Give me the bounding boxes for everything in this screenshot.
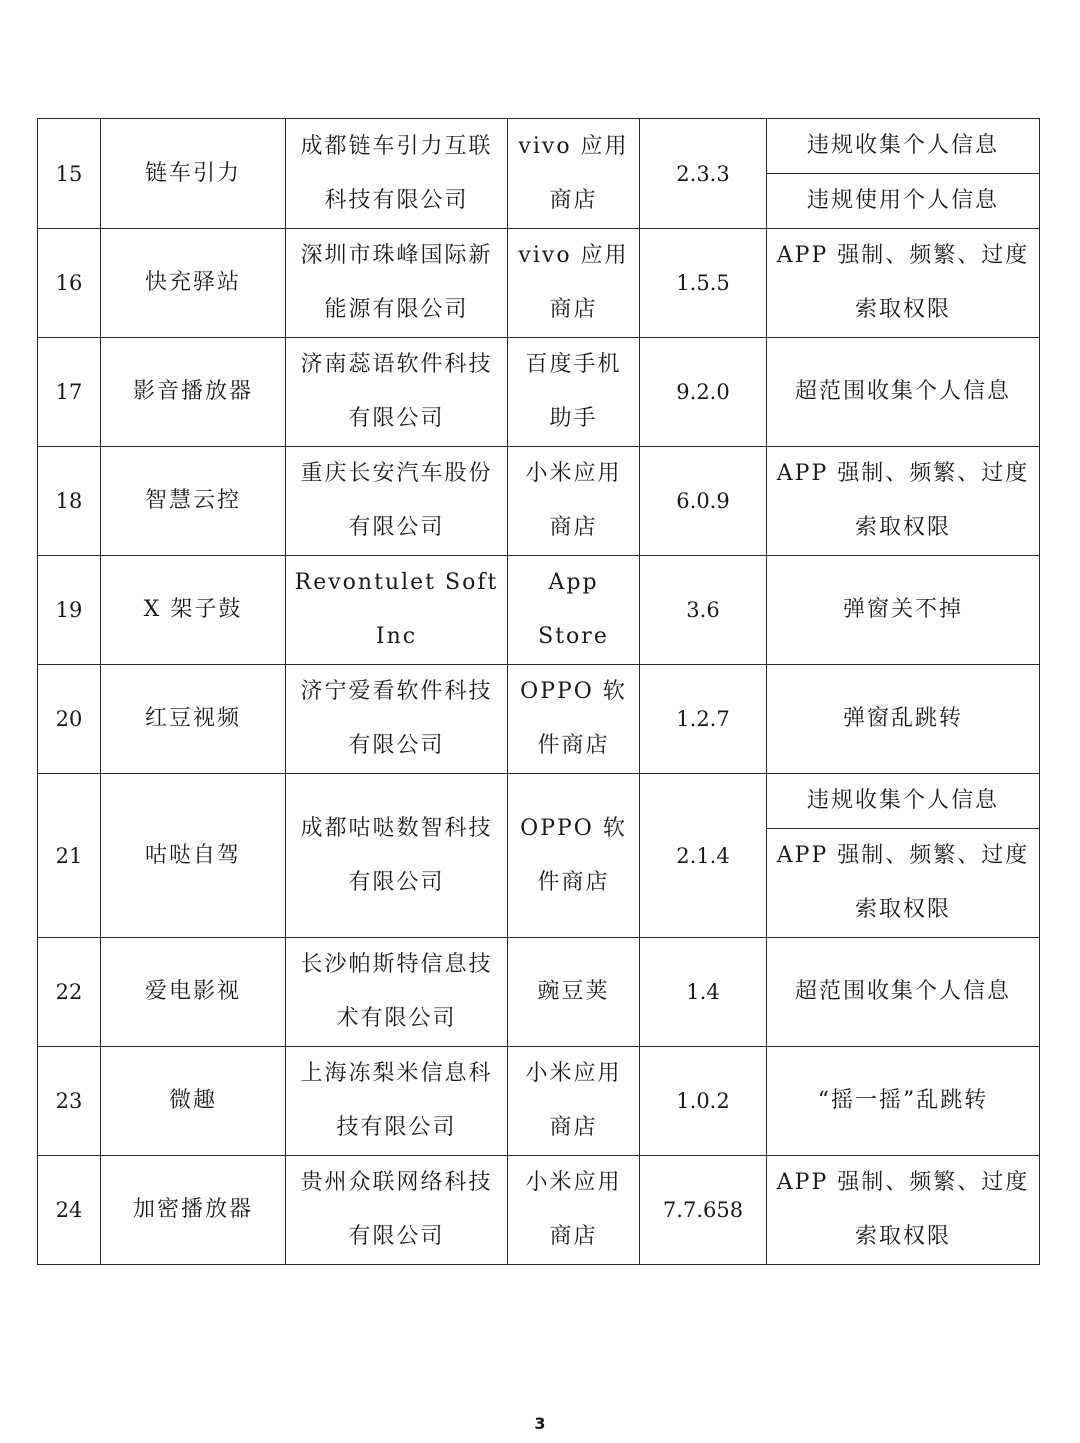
- company-name: [286, 938, 508, 1047]
- app-name: [101, 774, 286, 938]
- company-name: [286, 1156, 508, 1265]
- violation-issue-text: 超范围收集个人信息: [794, 379, 1011, 404]
- app-store: [508, 556, 640, 665]
- app-name-text: 影音播放器: [132, 379, 253, 404]
- app-name-text: 爱电影视: [144, 979, 241, 1004]
- violation-issue-text: 违规收集个人信息: [806, 133, 999, 158]
- app-version: [640, 1047, 767, 1156]
- row-number-text: 18: [55, 489, 83, 513]
- app-store: [508, 119, 640, 229]
- row-number: [38, 447, 101, 556]
- violation-issue-text: 弹窗乱跳转: [842, 706, 963, 731]
- app-version-text: 1.5.5: [676, 271, 730, 295]
- company-name-text: 贵州众联网络科技有限公司: [300, 1170, 493, 1249]
- violation-issue: [767, 829, 1040, 938]
- company-name: [286, 665, 508, 774]
- app-version-text: 1.4: [686, 980, 720, 1004]
- app-version-text: 6.0.9: [676, 489, 730, 513]
- violation-issue: [767, 556, 1040, 665]
- app-version-text: 2.3.3: [676, 161, 730, 186]
- violation-issue-text: 弹窗关不掉: [842, 597, 963, 622]
- app-name: [101, 556, 286, 665]
- app-name-text: 咕哒自驾: [144, 842, 241, 868]
- app-name: [101, 338, 286, 447]
- row-number-text: 16: [55, 271, 83, 295]
- violation-issue: [767, 774, 1040, 829]
- table-row: [38, 229, 1040, 338]
- app-store: [508, 447, 640, 556]
- violation-issue-text: APP 强制、频繁、过度索取权限: [776, 843, 1030, 922]
- app-store-text: 小米应用商店: [525, 1170, 622, 1249]
- app-store-text: 百度手机助手: [525, 352, 622, 431]
- app-version: [640, 229, 767, 338]
- app-store-text: vivo 应用商店: [518, 133, 629, 213]
- violation-issue-text: 超范围收集个人信息: [794, 979, 1011, 1004]
- app-version: [640, 938, 767, 1047]
- app-store: [508, 665, 640, 774]
- app-version-text: 7.7.658: [662, 1198, 744, 1222]
- app-name: [101, 119, 286, 229]
- app-version: [640, 556, 767, 665]
- violation-issue: [767, 174, 1040, 229]
- app-name: [101, 1156, 286, 1265]
- row-number: [38, 774, 101, 938]
- violation-issue: [767, 665, 1040, 774]
- app-store: [508, 1047, 640, 1156]
- violation-issue-text: APP 强制、频繁、过度索取权限: [776, 243, 1030, 322]
- row-number: [38, 938, 101, 1047]
- app-name-text: 微趣: [168, 1088, 217, 1113]
- violation-issue-text: 违规收集个人信息: [806, 788, 999, 813]
- app-name-text: 智慧云控: [144, 488, 241, 513]
- violation-issue-text: APP 强制、频繁、过度索取权限: [776, 1170, 1030, 1249]
- app-store: [508, 938, 640, 1047]
- page-number: 3: [534, 1414, 546, 1433]
- company-name: [286, 1047, 508, 1156]
- app-store-text: vivo 应用商店: [518, 243, 629, 322]
- table-row: [38, 1047, 1040, 1156]
- app-store-text: OPPO 软件商店: [520, 679, 627, 758]
- row-number-text: 24: [55, 1198, 83, 1222]
- app-version: [640, 338, 767, 447]
- company-name-text: 长沙帕斯特信息技术有限公司: [300, 952, 493, 1031]
- app-version-text: 1.2.7: [676, 707, 730, 731]
- table-body: [38, 119, 1040, 1265]
- app-name: [101, 1047, 286, 1156]
- app-name: [101, 447, 286, 556]
- company-name-text: 济南蕊语软件科技有限公司: [300, 352, 493, 431]
- table-row: [38, 447, 1040, 556]
- app-name-text: 快充驿站: [144, 270, 241, 295]
- company-name: [286, 338, 508, 447]
- company-name: [286, 556, 508, 665]
- app-name-text: 红豆视频: [144, 706, 241, 731]
- app-name-text: 加密播放器: [132, 1197, 253, 1222]
- app-store-text: App Store: [538, 570, 609, 649]
- company-name-text: Revontulet Soft Inc: [294, 570, 499, 649]
- row-number-text: 20: [55, 707, 83, 731]
- row-number: [38, 229, 101, 338]
- company-name-text: 重庆长安汽车股份有限公司: [300, 461, 493, 540]
- violation-issue: [767, 1156, 1040, 1265]
- company-name: [286, 119, 508, 229]
- company-name: [286, 774, 508, 938]
- violation-issue: [767, 1047, 1040, 1156]
- row-number: [38, 119, 101, 229]
- violation-issue: [767, 938, 1040, 1047]
- app-version: [640, 665, 767, 774]
- row-number-text: 23: [55, 1089, 83, 1113]
- row-number-text: 19: [55, 598, 83, 622]
- row-number: [38, 338, 101, 447]
- app-store: [508, 774, 640, 938]
- violation-issue-text: APP 强制、频繁、过度索取权限: [776, 461, 1030, 540]
- company-name: [286, 447, 508, 556]
- table-row: [38, 119, 1040, 174]
- table-row: [38, 338, 1040, 447]
- company-name-text: 深圳市珠峰国际新能源有限公司: [300, 243, 493, 322]
- violation-issue: [767, 447, 1040, 556]
- company-name: [286, 229, 508, 338]
- row-number: [38, 665, 101, 774]
- app-store: [508, 229, 640, 338]
- app-version: [640, 447, 767, 556]
- table-row: [38, 1156, 1040, 1265]
- app-name-text: 链车引力: [144, 160, 241, 186]
- app-store-text: 豌豆荚: [537, 979, 610, 1004]
- app-version-text: 2.1.4: [676, 843, 730, 868]
- app-name-text: X 架子鼓: [143, 597, 243, 622]
- app-version: [640, 119, 767, 229]
- app-name: [101, 665, 286, 774]
- row-number-text: 15: [55, 161, 83, 186]
- app-store-text: OPPO 软件商店: [520, 815, 627, 895]
- app-name: [101, 229, 286, 338]
- app-version-text: 1.0.2: [676, 1089, 730, 1113]
- app-name: [101, 938, 286, 1047]
- app-violation-table: [37, 118, 1040, 1265]
- row-number: [38, 1156, 101, 1265]
- violation-issue-text: 违规使用个人信息: [806, 188, 999, 213]
- company-name-text: 成都咕哒数智科技有限公司: [300, 815, 493, 895]
- row-number-text: 21: [55, 843, 83, 868]
- table-row: [38, 556, 1040, 665]
- row-number-text: 22: [55, 980, 83, 1004]
- app-store: [508, 338, 640, 447]
- table-row: [38, 665, 1040, 774]
- company-name-text: 上海冻梨米信息科技有限公司: [300, 1061, 493, 1140]
- company-name-text: 济宁爱看软件科技有限公司: [300, 679, 493, 758]
- table-row: [38, 938, 1040, 1047]
- table-row: [38, 774, 1040, 829]
- row-number: [38, 556, 101, 665]
- violation-issue-text: “摇一摇”乱跳转: [817, 1088, 989, 1113]
- app-version: [640, 1156, 767, 1265]
- app-version: [640, 774, 767, 938]
- app-store: [508, 1156, 640, 1265]
- app-store-text: 小米应用商店: [525, 1061, 622, 1140]
- violation-issue: [767, 229, 1040, 338]
- app-store-text: 小米应用商店: [525, 461, 622, 540]
- app-version-text: 3.6: [686, 598, 720, 622]
- violation-issue: [767, 338, 1040, 447]
- app-version-text: 9.2.0: [676, 380, 730, 404]
- row-number: [38, 1047, 101, 1156]
- violation-issue: [767, 119, 1040, 174]
- row-number-text: 17: [55, 380, 83, 404]
- company-name-text: 成都链车引力互联科技有限公司: [300, 133, 493, 213]
